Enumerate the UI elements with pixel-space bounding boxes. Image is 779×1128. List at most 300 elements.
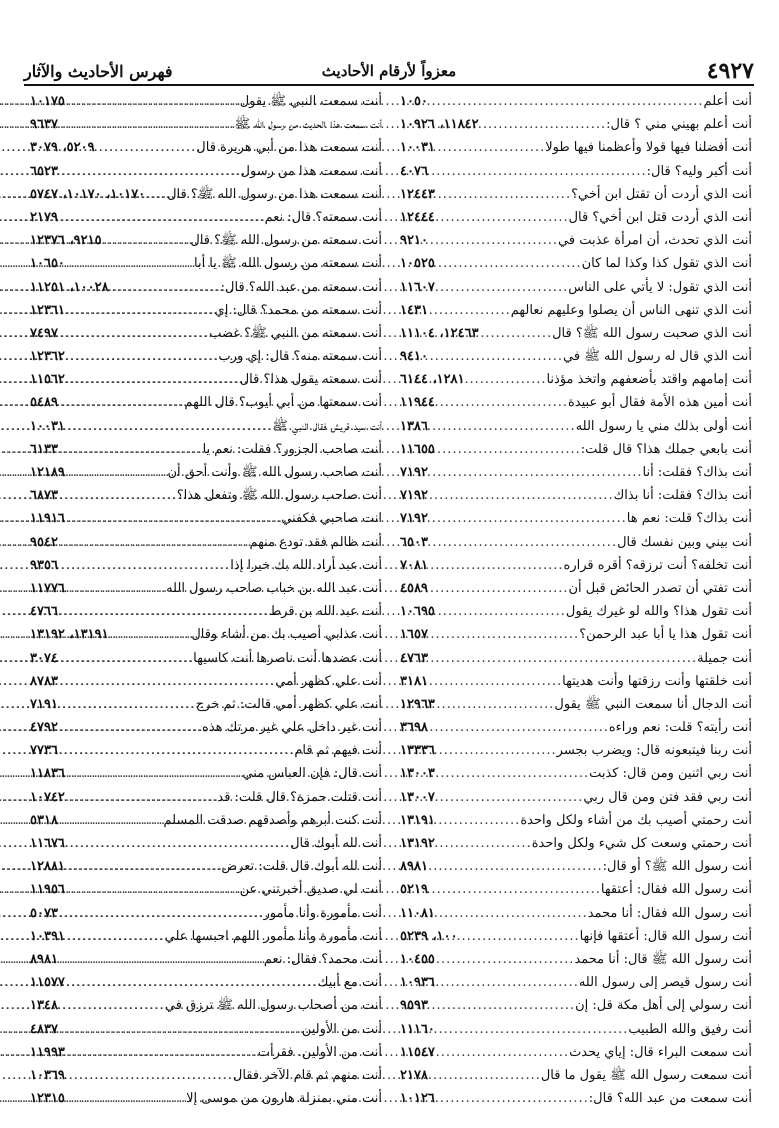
index-entry — [30, 1018, 382, 1041]
hadith-number: ٧٧٣٦ — [30, 743, 58, 759]
index-column-right — [400, 90, 752, 1110]
index-entry — [30, 878, 382, 901]
hadith-number: ١٠٠٣١ — [400, 140, 435, 156]
hadith-number: ٧٠٨١ — [400, 557, 428, 573]
leader-dots — [65, 507, 281, 530]
index-entry — [400, 1018, 752, 1041]
hadith-number: ١١٠٨١ — [400, 905, 435, 921]
hadith-number: ٥٣١٨ — [30, 812, 58, 828]
hadith-number: ١٠١٧٥ — [30, 94, 65, 109]
hadith-number: ٩٣٥٦ — [30, 557, 58, 573]
hadith-number: ٣٠٧٤ — [30, 650, 58, 666]
index-entry — [30, 252, 382, 275]
leader-dots — [58, 647, 193, 670]
index-entry — [30, 160, 382, 183]
entry-text: أنت قال: فإن العباس مني — [242, 766, 382, 782]
hadith-number: ١٣١٩٢ — [400, 836, 435, 851]
hadith-number: ١١٧٧٦ — [30, 580, 65, 596]
entry-text: أنت الذي قال له رسول الله ﷺ في — [563, 349, 752, 365]
hadith-number: ١٠١٢٦ — [400, 1091, 435, 1107]
entry-text: أنت من الأولين. فقرأت — [257, 1044, 382, 1060]
index-entry — [30, 484, 382, 507]
entry-text: أنت عبد أراد الله بك خيرا إذا — [230, 557, 382, 573]
index-entry — [30, 577, 382, 600]
index-entry — [30, 786, 382, 809]
index-entry — [400, 623, 752, 646]
index-entry — [400, 322, 752, 345]
entry-text: أنت سمعتها من أبي أيوب؟ قال اللهم — [184, 395, 382, 411]
leader-dots — [65, 832, 290, 855]
leader-dots — [435, 1041, 569, 1064]
entry-text: أنت رحمتي وسعت كل شيء ولكل واحدة — [531, 836, 752, 851]
entry-text: أنت الذي أردت أن تقتل ابن أخي؟ — [571, 186, 752, 202]
index-entry — [30, 136, 382, 159]
entry-text: أنت كنت أبرهم وأصدقهم صدقت المسلم — [163, 812, 382, 828]
leader-dots — [435, 183, 571, 206]
entry-text: أنت الذي صحبت رسول الله ﷺ؟ قال — [552, 325, 752, 341]
leader-dots — [428, 484, 614, 507]
hadith-number: ٣٦٩٨ — [400, 720, 428, 736]
entry-text: أنت رسول الله ﷺ قال: أنا محمد — [574, 951, 752, 967]
page-number: ٤٩٢٧ — [706, 58, 754, 84]
leader-dots — [65, 1041, 258, 1064]
hadith-number: ٤٨٣٧ — [30, 1021, 58, 1037]
hadith-number: ٢١٧٩ — [30, 209, 58, 225]
hadith-number: ١٠٠٣١ — [30, 418, 65, 434]
hadith-number: ٣١٨١ — [400, 673, 428, 689]
entry-text: أنت عبد الله بن خباب صاحب رسول الله — [166, 580, 382, 596]
hadith-number: ١١٨٤٢، ١٠٩٢٦ — [400, 117, 479, 133]
hadith-number: ٥٠٧٣ — [30, 905, 58, 921]
leader-dots — [428, 554, 564, 577]
entry-text: أنت سمعته من عبد الله؟ قال: — [220, 279, 382, 295]
index-entry — [30, 391, 382, 414]
index-entry — [400, 994, 752, 1017]
hadith-number: ١٠٠٢٨، ١١٢٥١ — [30, 279, 109, 295]
entry-text: أنت رسولي إلى أهل مكة قل: إن — [575, 998, 752, 1014]
entry-text: أنت الذي أردت قتل ابن أخي؟ قال — [568, 209, 752, 225]
entry-text: أنت علي كظهر أمي قالت: ثم خرج — [195, 696, 382, 712]
leader-dots — [435, 391, 568, 414]
entry-text: أنت الذي تحدث، أن امرأة عذبت في — [558, 233, 752, 249]
index-entry — [400, 1087, 752, 1110]
index-entry — [400, 206, 752, 229]
hadith-number: ٧١٩٢ — [400, 511, 428, 527]
index-entry — [400, 739, 752, 762]
hadith-number: ٩٤١٠ — [400, 349, 428, 365]
entry-text: أنت تخلفه؟ أنت ترزقه؟ أقره قراره — [563, 557, 752, 573]
index-entry — [30, 832, 382, 855]
index-entry — [400, 925, 752, 948]
leader-dots — [58, 322, 209, 345]
hadith-number: ٦٨٧٣ — [30, 488, 58, 504]
leader-dots — [65, 252, 194, 275]
index-entry — [400, 948, 752, 971]
leader-dots — [428, 415, 576, 438]
hadith-number: ١٠٤٥٥ — [400, 951, 435, 967]
leader-dots — [65, 878, 240, 901]
entry-text: أنت بابعي جملك هذا؟ قال قلت: — [580, 441, 752, 457]
index-entry — [400, 391, 752, 414]
leader-dots — [65, 90, 240, 113]
hadith-number: ١٠٦٥٠ — [30, 256, 65, 272]
index-entry — [30, 809, 382, 832]
hadith-number: ٩٦٣٧ — [30, 117, 58, 133]
entry-text: أنت رسول الله فقال: أنا محمد — [587, 905, 752, 921]
index-entry — [400, 832, 752, 855]
leader-dots — [428, 531, 617, 554]
leader-dots — [428, 1064, 541, 1087]
hadith-number: ٤٥٨٩ — [400, 580, 428, 596]
index-entry — [400, 415, 752, 438]
hadith-number: ١٠١٧٠، ١٠١٧٠، ٥٧٤٧ — [30, 186, 146, 202]
index-entry — [400, 531, 752, 554]
entry-text: أنت سمعت هذا من رسول — [240, 163, 382, 179]
leader-dots — [58, 716, 202, 739]
entry-text: أنت عذابي أصيب بك من أشاء وقال — [191, 627, 382, 643]
index-entry — [400, 461, 752, 484]
entry-text: أنت أفضلنا فيها قولا وأعظمنا فيها طولا — [545, 140, 752, 156]
hadith-number: ١١٨٣٦ — [30, 766, 65, 782]
leader-dots — [58, 1018, 302, 1041]
entry-text: أنت ربي فقد فتن ومن قال ربي — [583, 789, 752, 805]
leader-dots — [58, 160, 241, 183]
leader-dots — [435, 206, 569, 229]
index-entry — [30, 276, 382, 299]
hadith-number: ١٢٩٦٣ — [400, 696, 435, 712]
hadith-number: ١٣٠٠٣ — [400, 766, 435, 782]
entry-text: أنت ربنا فيتبعونه قال: ويضرب بجسر — [556, 743, 752, 759]
leader-dots — [65, 415, 272, 438]
hadith-number: ٧٤٩٧ — [30, 325, 58, 341]
index-entry — [30, 461, 382, 484]
hadith-number: ١٠٠، ٥٢٣٩ — [400, 928, 458, 944]
leader-dots — [428, 878, 601, 901]
leader-dots — [65, 299, 215, 322]
index-entry — [400, 902, 752, 925]
leader-dots — [428, 90, 704, 113]
hadith-number: ٩٢١٠ — [400, 233, 428, 249]
index-entry — [400, 113, 752, 136]
leader-dots — [428, 577, 569, 600]
index-entry — [30, 368, 382, 391]
hadith-number: ١٠٥٠ — [400, 94, 428, 109]
index-entry — [400, 229, 752, 252]
leader-dots — [435, 1018, 628, 1041]
entry-text: أنت سمعت هذا من رسول الله ﷺ؟ قال — [167, 186, 382, 202]
entry-text: أنت سمعت هذا من أبي هريرة قال — [196, 140, 382, 156]
leader-dots — [65, 762, 243, 785]
leader-dots — [65, 1087, 186, 1110]
leader-dots — [58, 531, 250, 554]
hadith-number: ٨٩٨١ — [30, 951, 58, 967]
index-entry — [30, 345, 382, 368]
hadith-number: ١٠٩٣٦ — [400, 975, 435, 991]
leader-dots — [109, 276, 221, 299]
leader-dots — [435, 948, 575, 971]
hadith-number: ٤٧٦٣ — [400, 650, 428, 666]
leader-dots — [428, 507, 627, 530]
index-entry — [400, 554, 752, 577]
leader-dots — [435, 739, 557, 762]
entry-text: أنت علي كظهر أمي — [275, 673, 382, 689]
index-entry — [400, 693, 752, 716]
index-entry — [400, 90, 752, 113]
entry-text: أنت مأمورة وأنا مأمور اللهم احبسها علي — [164, 928, 382, 944]
index-entry — [30, 507, 382, 530]
leader-dots — [428, 345, 563, 368]
entry-text: أنت الذي تنهى الناس أن يصلوا وعليهم نعالهم — [510, 302, 752, 318]
hadith-number: ١٤٣١ — [400, 302, 428, 318]
entry-text: أنت بيني وبين نفسك قال — [617, 534, 752, 550]
index-entry — [30, 739, 382, 762]
index-entry — [400, 786, 752, 809]
hadith-number: ٧١٩٢ — [400, 465, 428, 480]
entry-text: أنت صاحب الجزور؟ فقلت: نعم يا — [202, 441, 382, 457]
entry-text: أنت صاحب رسول الله ﷺ وتفعل هذا؟ — [176, 488, 382, 504]
entry-text: أنت سمعته من النبي ﷺ؟ غضب — [209, 325, 382, 341]
leader-dots — [58, 739, 294, 762]
leader-dots — [435, 252, 582, 275]
page-header — [24, 58, 754, 86]
index-entry — [30, 322, 382, 345]
leader-dots — [465, 368, 547, 391]
entry-text: أنت تفتي أن تصدر الحائض قبل أن — [568, 580, 752, 596]
hadith-number: ٨٩٨١ — [400, 859, 428, 875]
index-entry — [30, 994, 382, 1017]
hadith-number: ١٢٣١٥ — [30, 1091, 65, 1107]
entry-text: انت صاحبي فكفني — [281, 511, 382, 527]
entry-text: أنت سمعت هذا الحديث من رسول الله ﷺ — [234, 117, 382, 133]
leader-dots — [435, 600, 566, 623]
leader-dots — [435, 902, 588, 925]
leader-dots — [65, 971, 318, 994]
index-entry — [400, 762, 752, 785]
hadith-number: ١٢٤٤٤ — [400, 209, 435, 225]
hadith-number: ١١٩٥٦ — [30, 882, 65, 898]
leader-dots — [458, 925, 580, 948]
leader-dots — [435, 693, 555, 716]
index-entry — [400, 507, 752, 530]
entry-text: أنت الذي تقول كذا وكذا لما كان — [581, 256, 752, 272]
leader-dots — [479, 322, 553, 345]
index-entry — [400, 878, 752, 901]
entry-text: أنت قتلت حمزة؟ قال قلت: قد — [217, 789, 382, 805]
hadith-number: ١٣٠٠٧ — [400, 789, 435, 805]
leader-dots — [428, 647, 697, 670]
entry-text: أنت أمين هذه الأمة فقال أبو عبيدة — [567, 395, 752, 411]
leader-dots — [435, 1087, 589, 1110]
hadith-number: ٩٥٩٣ — [400, 998, 428, 1014]
index-entry — [400, 670, 752, 693]
entry-text: أنت أعلم بهيني مني ؟ قال: — [606, 117, 752, 133]
hadith-number: ١٢٨١، ٦١٤٤ — [400, 372, 465, 388]
leader-dots — [102, 229, 191, 252]
book-title: فهرس الأحاديث والآثار — [24, 62, 173, 81]
hadith-number: ١١٦٠٧ — [400, 279, 435, 295]
hadith-number: ١٦٥٧ — [400, 627, 428, 643]
entry-text: أنت خلقتها وأنت رزقتها وأنت هديتها — [562, 673, 752, 689]
entry-text: أنت سمعته؟ قال: نعم — [264, 209, 382, 225]
leader-dots — [58, 391, 185, 414]
leader-dots — [428, 461, 643, 484]
index-entry — [400, 276, 752, 299]
index-entry — [400, 855, 752, 878]
index-entry — [400, 647, 752, 670]
leader-dots — [479, 113, 607, 136]
entry-text: أنت سمعته منه؟ قال: إي ورب — [218, 349, 382, 365]
entry-text: أنت عضدها أنت ناصرها أنت كاسيها — [193, 650, 382, 666]
index-entry — [400, 577, 752, 600]
leader-dots — [428, 299, 511, 322]
entry-text: أنت لله أبوك قال قلت: تعرض — [221, 859, 382, 875]
entry-text: أنت بذاك؟ قلت: نعم ها — [626, 511, 752, 527]
hadith-number: ١٠٧٤٢ — [30, 789, 65, 805]
hadith-number: ١١٩١٦ — [30, 511, 65, 527]
hadith-number: ١٢٣٦٢ — [30, 349, 65, 365]
index-entry — [30, 206, 382, 229]
hadith-number: ٥٤٨٩ — [30, 395, 58, 411]
hadith-number: ١١٥٦٢ — [30, 372, 65, 388]
hadith-number: ١١٦٧٦ — [30, 836, 65, 851]
index-entry — [30, 438, 382, 461]
entry-text: أنت مع أبيك — [317, 975, 382, 991]
index-entry — [400, 183, 752, 206]
leader-dots — [58, 484, 177, 507]
leader-dots — [428, 160, 647, 183]
entry-text: أنت لله أبوك قال — [290, 836, 382, 851]
index-entry — [30, 531, 382, 554]
hadith-number: ١٠٥٢٥ — [400, 256, 435, 272]
entry-text: أنت مني بمنزلة هارون من موسى إلا — [186, 1091, 382, 1107]
leader-dots — [65, 461, 168, 484]
entry-text: أنت رسول الله ﷺ؟ أو قال: — [602, 859, 752, 875]
entry-text: أنت ربي اثنين ومن قال: كذبت — [589, 766, 752, 782]
entry-text: أنت إمامهم واقتد بأضعفهم واتخذ مؤذنا — [546, 372, 752, 388]
entry-text: أنت رسول قيصر إلى رسول الله — [578, 975, 752, 991]
entry-text: أنت من أصحاب رسول الله ﷺ ترزق في — [164, 998, 382, 1014]
entry-text: أنت سمعته من محمد؟ قال: إي — [214, 302, 382, 318]
hadith-number: ٩٥٤٢ — [30, 534, 58, 550]
entry-text: أنت تقول هذا يا أبا عبد الرحمن؟ — [579, 627, 752, 643]
entry-text: أنت ظالم فقد تودع منهم — [249, 534, 382, 550]
index-entry — [400, 484, 752, 507]
hadith-number: ٨٧٨٣ — [30, 673, 58, 689]
index-entry — [30, 902, 382, 925]
leader-dots — [435, 786, 583, 809]
hadith-number: ١٠٣٦٩ — [30, 1067, 65, 1083]
index-entry — [400, 252, 752, 275]
leader-dots — [109, 623, 192, 646]
hadith-number: ١٣٣٣٦ — [400, 743, 435, 759]
index-column-left — [30, 90, 382, 1110]
index-entry — [400, 438, 752, 461]
entry-text: أنت بذاك؟ فقلت: أنا بذاك — [613, 488, 752, 504]
index-entry — [30, 948, 382, 971]
entry-text: أنت بذاك؟ فقلت: أنا — [642, 465, 752, 480]
leader-dots — [58, 809, 164, 832]
leader-dots — [65, 855, 221, 878]
index-entry — [30, 971, 382, 994]
index-entry — [400, 160, 752, 183]
hadith-number: ١٠٦٩٥ — [400, 604, 435, 620]
leader-dots — [65, 1064, 233, 1087]
index-entry — [400, 299, 752, 322]
leader-dots — [435, 971, 579, 994]
leader-dots — [95, 136, 197, 159]
leader-dots — [58, 902, 264, 925]
entry-text: أنت سمعته من رسول الله ﷺ يا أبا — [193, 256, 382, 272]
hadith-number: ٧١٩١ — [30, 696, 58, 712]
hadith-number: ١٣٨٦ — [400, 418, 428, 434]
hadith-number: ١٣١٩١، ١٣١٩٢ — [30, 627, 109, 643]
index-entry — [400, 809, 752, 832]
hadith-number: ١١٩٤٤ — [400, 395, 435, 411]
hadith-number: ١٢٨٨١ — [30, 859, 65, 875]
index-entry — [30, 855, 382, 878]
leader-dots — [65, 925, 165, 948]
hadith-number: ٢١٧٨ — [400, 1067, 428, 1083]
leader-dots — [428, 716, 609, 739]
entry-text: أنت أكبر وليه؟ قال: — [646, 163, 752, 179]
entry-text: أنت من الأولين — [301, 1021, 382, 1037]
hadith-number: ٤٧٦٦ — [30, 604, 58, 620]
leader-dots — [58, 438, 203, 461]
hadith-number: ٤٠٧٦ — [400, 163, 428, 179]
entry-text: أنت سمعت رسول الله ﷺ يقول ما قال — [540, 1067, 752, 1083]
entry-text: أنت مأمورة وأنا مأمور — [263, 905, 382, 921]
entry-text: أنت سمعت البراء قال: إياي يحدث — [569, 1044, 752, 1060]
entry-text: أنت سمعته من رسول الله ﷺ؟ قال — [190, 233, 382, 249]
leader-dots — [58, 554, 230, 577]
entry-text: أنت لي صديق أخبرتني عن — [239, 882, 382, 898]
leader-dots — [428, 623, 579, 646]
index-entry — [30, 623, 382, 646]
leader-dots — [435, 762, 589, 785]
entry-text: أنت رفيق والله الطبيب — [628, 1021, 752, 1037]
index-entry — [30, 1041, 382, 1064]
leader-dots — [435, 438, 581, 461]
hadith-number: ١١١٦٠ — [400, 1021, 435, 1037]
entry-text: أنت الذي تقول: لا يأتي على الناس — [568, 279, 752, 295]
entry-text: أنت رسول الله فقال: أعتقها — [600, 882, 752, 898]
index-entry — [400, 971, 752, 994]
leader-dots — [58, 206, 265, 229]
index-entry — [30, 1064, 382, 1087]
leader-dots — [435, 809, 520, 832]
entry-text: أنت سمعت من عبد الله؟ قال: — [588, 1091, 752, 1107]
hadith-number: ١٢١٨٩ — [30, 465, 65, 480]
hadith-number: ٤٧٩٢ — [30, 720, 58, 736]
leader-dots — [435, 276, 568, 299]
index-entry — [400, 1064, 752, 1087]
leader-dots — [58, 994, 165, 1017]
leader-dots — [58, 113, 234, 136]
entry-text: أنت الدجال أنا سمعت النبي ﷺ يقول — [554, 696, 752, 712]
index-entry — [30, 647, 382, 670]
hadith-number: ١٢٣٦١ — [30, 302, 65, 318]
index-entry — [30, 299, 382, 322]
entry-text: أنت سمعت النبي ﷺ يقول — [239, 94, 382, 109]
entry-text: أنت غير داخل علي غير مرتك هذه — [202, 720, 382, 736]
leader-dots — [145, 183, 167, 206]
entry-text: أنت سيد قريش فقال النبي ﷺ — [272, 418, 382, 434]
leader-dots — [65, 786, 217, 809]
hadith-number: ٦١٣٣ — [30, 441, 58, 457]
hadith-number: ٥٢٠٩، ٣٠٧٩ — [30, 140, 95, 156]
hadith-number: ١١٦٥٥ — [400, 441, 435, 457]
index-entry — [30, 113, 382, 136]
